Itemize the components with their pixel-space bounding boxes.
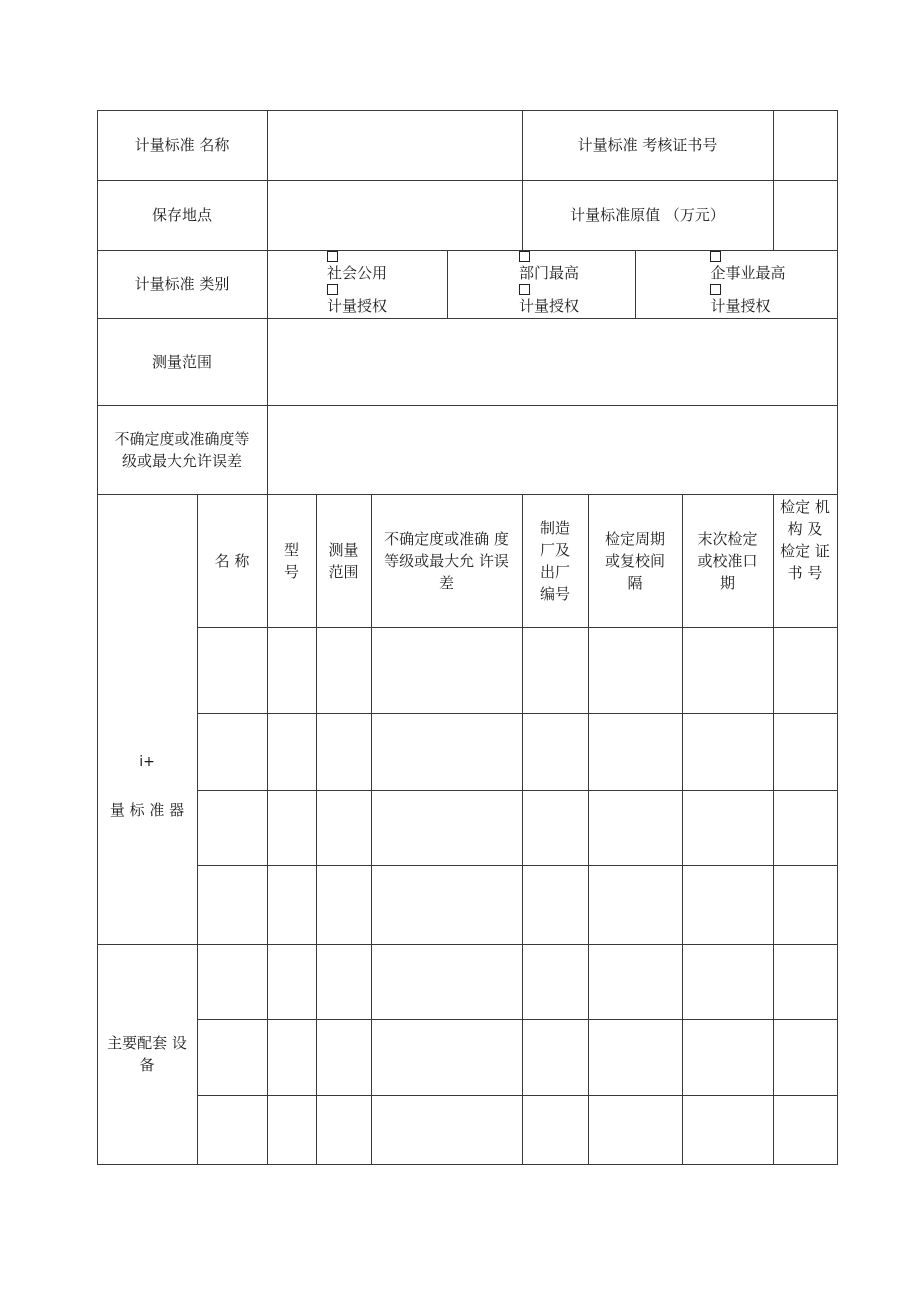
header-model: 型 号 [283,540,299,581]
table-border-bottom [97,1164,838,1165]
uncertainty-label: 不确定度或准确度等 级或最大允许误差 [114,429,250,470]
header-uncertainty: 不确定度或准确 度 等级或最大允 许误 差 [384,529,509,592]
header-name: 名 称 [214,551,250,570]
header-calibration-cycle: 检定周期 或复校间 隔 [604,529,665,592]
category-option-public[interactable]: 社会公用 计量授权 [267,250,447,318]
category-label: 计量标准 类别 [134,275,230,293]
row-divider [197,790,838,791]
header-range: 测量 范围 [328,540,359,581]
category-option-department[interactable]: 部门最高 计量授权 [447,250,635,318]
original-value-field[interactable] [774,181,837,250]
checkbox-icon[interactable] [519,251,530,262]
uncertainty-field[interactable] [268,406,837,494]
row-divider [197,1019,838,1020]
checkbox-icon[interactable] [327,284,338,295]
row-divider [97,944,838,945]
measurement-range-label: 测量范围 [151,352,212,371]
row-divider [197,627,838,628]
row-divider [197,1095,838,1096]
table-border-right [837,110,838,1165]
group-auxiliary-equipment-label: 主要配套 设 备 [107,1034,187,1074]
standard-name-label: 计量标准 名称 [134,136,230,154]
certificate-number-label: 计量标准 考核证书号 [577,136,718,154]
group-standard-instruments-label: i+ 量 标 准 器 [109,753,185,819]
measurement-range-field[interactable] [268,319,837,405]
checkbox-icon[interactable] [519,284,530,295]
storage-location-field[interactable] [268,181,522,250]
category-option-enterprise[interactable]: 企事业最高 计量授权 [635,250,837,318]
certificate-number-field[interactable] [774,111,837,180]
checkbox-icon[interactable] [710,284,721,295]
checkbox-icon[interactable] [710,251,721,262]
checkbox-icon[interactable] [327,251,338,262]
original-value-label: 计量标准原值 （万元） [570,206,725,224]
row-divider [197,713,838,714]
row-divider [197,865,838,866]
standard-name-field[interactable] [268,111,522,180]
header-last-calibration: 末次检定 或校准口 期 [697,529,758,592]
storage-location-label: 保存地点 [151,206,212,224]
header-calibration-org: 检定 机 构 及 检定 证 书 号 [780,498,830,582]
header-manufacturer: 制造 厂及 出厂 编号 [539,518,570,603]
